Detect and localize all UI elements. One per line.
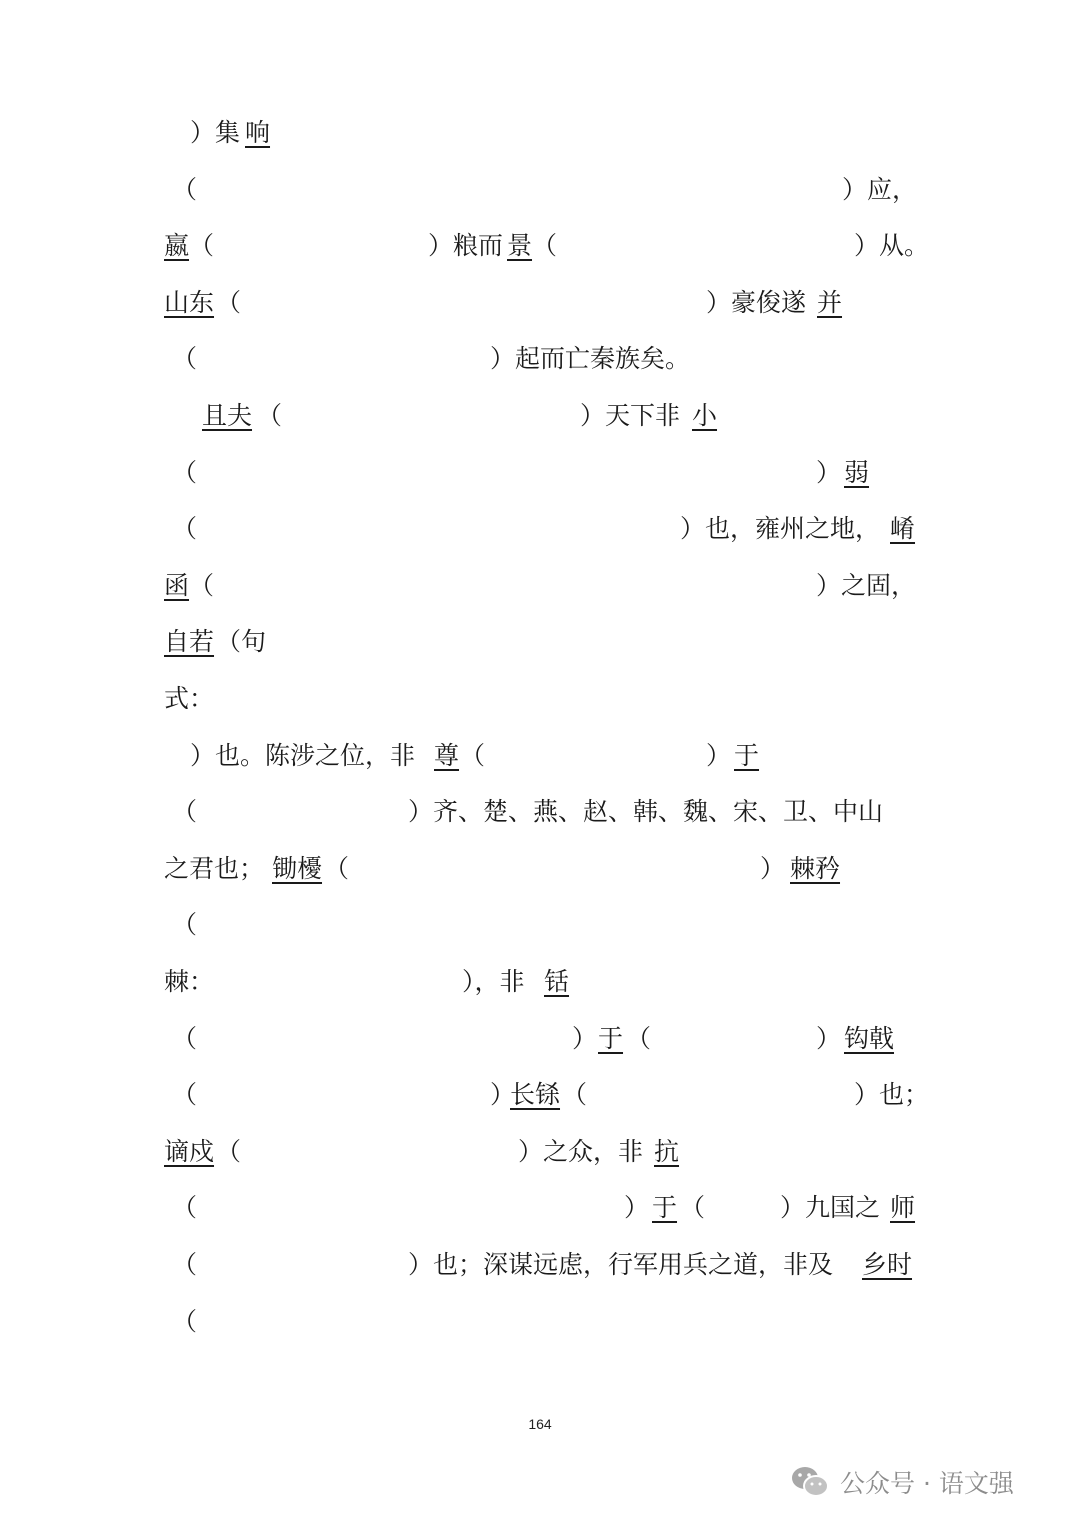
text-segment: 棘： xyxy=(164,967,215,996)
text-segment: ）九国之 xyxy=(780,1193,881,1223)
text-line xyxy=(0,226,1080,266)
text-segment: ） xyxy=(572,1023,598,1053)
text-segment: ）之众，非 xyxy=(518,1136,644,1166)
text-segment: （ xyxy=(172,1080,198,1110)
underlined-word: 锄櫌 xyxy=(272,853,323,883)
text-segment: ）集 xyxy=(190,118,241,147)
text-line xyxy=(0,905,1080,945)
text-segment: ）从。 xyxy=(854,231,930,261)
text-line xyxy=(0,679,1080,719)
text-segment: ）起而亡秦族矣。 xyxy=(490,344,691,374)
text-line xyxy=(0,509,1080,549)
text-line xyxy=(0,1302,1080,1342)
text-segment: （ xyxy=(680,1193,706,1223)
text-segment: ）齐、楚、燕、赵、韩、魏、宋、卫、中山 xyxy=(408,797,884,827)
text-segment: ） xyxy=(816,457,842,487)
underlined-word: 长铩 xyxy=(510,1080,561,1110)
text-segment: ）也；深谋远虑，行军用兵之道，非及 xyxy=(408,1250,834,1279)
underlined-word: 乡时 xyxy=(862,1250,913,1279)
page-number: 164 xyxy=(528,1416,552,1432)
text-segment: （ xyxy=(562,1080,588,1110)
underlined-word: 函 xyxy=(164,570,190,600)
text-segment: （ xyxy=(532,231,558,261)
underlined-word: 小 xyxy=(692,401,718,430)
watermark xyxy=(790,1460,1014,1504)
underlined-word: 响 xyxy=(245,118,271,147)
text-segment: （ xyxy=(257,401,283,430)
text-segment: （ xyxy=(216,1136,242,1166)
underlined-word: 尊 xyxy=(434,740,460,770)
text-segment: ）豪俊遂 xyxy=(706,287,807,317)
text-segment: （ xyxy=(189,231,215,261)
text-segment: （ xyxy=(460,740,486,770)
text-line xyxy=(0,962,1080,1002)
text-segment: （ xyxy=(172,174,198,204)
underlined-word: 于 xyxy=(734,740,760,770)
underlined-word: 抗 xyxy=(654,1136,680,1166)
text-segment: ） xyxy=(624,1193,650,1223)
underlined-word: 谪戍 xyxy=(164,1136,215,1166)
text-segment: 之君也； xyxy=(164,853,265,883)
text-segment: （ xyxy=(189,570,215,600)
text-line xyxy=(0,1019,1080,1059)
text-segment: ）也； xyxy=(854,1080,930,1110)
text-segment: （ xyxy=(626,1023,652,1053)
underlined-word: 弱 xyxy=(844,457,870,487)
text-line xyxy=(0,283,1080,323)
text-segment: （ xyxy=(172,797,198,827)
text-segment: （ xyxy=(172,910,198,940)
text-line xyxy=(0,1075,1080,1115)
text-segment: ） xyxy=(816,1023,842,1053)
underlined-word: 于 xyxy=(652,1193,678,1223)
text-line xyxy=(0,1188,1080,1228)
text-segment: ）应， xyxy=(842,174,918,204)
text-segment: （ xyxy=(172,514,198,544)
text-line xyxy=(0,849,1080,889)
text-segment: ） xyxy=(760,853,786,883)
text-line xyxy=(0,792,1080,832)
text-line xyxy=(0,453,1080,493)
text-segment: （句 xyxy=(216,627,267,657)
underlined-word: 于 xyxy=(598,1023,624,1053)
underlined-word: 棘矜 xyxy=(790,853,841,883)
text-segment: （ xyxy=(172,1023,198,1053)
text-segment: （ xyxy=(172,457,198,487)
text-line xyxy=(0,1245,1080,1285)
text-segment: ） xyxy=(706,740,732,770)
underlined-word: 山东 xyxy=(164,287,215,317)
underlined-word: 景 xyxy=(507,231,533,261)
text-segment: ），非 xyxy=(462,967,525,996)
text-segment: ）粮而 xyxy=(428,231,504,261)
underlined-word: 自若 xyxy=(164,627,215,657)
text-line xyxy=(0,1132,1080,1172)
text-segment: ）也。陈涉之位，非 xyxy=(190,740,416,770)
text-line xyxy=(0,736,1080,776)
text-line xyxy=(0,622,1080,662)
text-segment: ）也，雍州之地， xyxy=(680,514,881,544)
text-line xyxy=(0,566,1080,606)
text-segment: （ xyxy=(324,853,350,883)
wechat-icon xyxy=(790,1465,830,1499)
text-segment: ） xyxy=(490,1080,516,1110)
underlined-word: 并 xyxy=(817,287,843,317)
text-line xyxy=(0,339,1080,379)
text-segment: （ xyxy=(172,344,198,374)
underlined-word: 师 xyxy=(890,1193,916,1223)
underlined-word: 铦 xyxy=(544,967,570,996)
text-segment: ）天下非 xyxy=(580,401,681,430)
underlined-word: 且夫 xyxy=(202,401,253,430)
text-line xyxy=(0,170,1080,210)
text-segment: ）之固， xyxy=(816,570,917,600)
text-segment: （ xyxy=(172,1306,198,1336)
underlined-word: 崤 xyxy=(890,514,916,544)
text-segment: （ xyxy=(216,287,242,317)
text-segment: 式： xyxy=(164,684,215,713)
watermark-label: 公众号 · 语文强 xyxy=(840,1469,1014,1498)
text-line xyxy=(0,396,1080,436)
underlined-word: 嬴 xyxy=(164,231,190,261)
text-line xyxy=(0,113,1080,153)
text-segment: （ xyxy=(172,1250,198,1279)
text-segment: （ xyxy=(172,1193,198,1223)
underlined-word: 钩戟 xyxy=(844,1023,895,1053)
